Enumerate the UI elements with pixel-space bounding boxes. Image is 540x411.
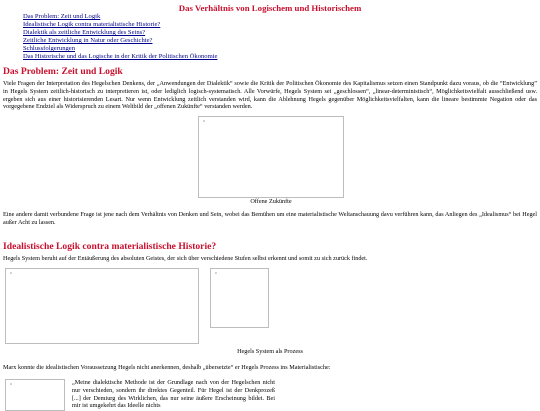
broken-image-icon: ▫	[9, 382, 13, 388]
paragraph: Viele Fragen der Interpretation des Hegelschen Denkens, der „Anwendungen der Dialektik“ sowie die Kritik der Politischen Ökonomie des Kapitalismus setzen einen Standpunkt dazu voraus, ob die “Entwicklung” in Hegels System zeitlich-historisch zu interpretieren ist, oder lediglich logisch-systematisch. Alle Vorwürfe, Hegels System sei „geschlossen“, „linear-deterministisch“, Möglichkeitsvielfalt ausschließend usw. ergeben sich aus einer historisierenden Lesart. Nur wenn Entwicklung zeitlich verstanden wird, kann die Ablehnung Hegels gegenüber Möglichkeitsvielfalten, kann die lineare bestimmte Negation oder das vorgegebene Endziel als Widerspruch zu einem Weltbild der „offenen Zukünfte“ verstanden werden.	[3, 80, 537, 111]
figure-caption: Offene Zukünfte	[250, 198, 292, 205]
toc-link-zeit-und-logik[interactable]: Das Problem: Zeit und Logik	[23, 13, 101, 20]
figure-image-hegels-system-left	[5, 268, 199, 344]
toc-link-natur-oder-geschichte[interactable]: Zeitliche Entwicklung in Natur oder Geschichte?	[23, 37, 153, 45]
broken-image-icon: ▫	[214, 271, 218, 277]
toc-link-dialektik[interactable]: Dialektik als zeitliche Entwicklung des Seins?	[23, 29, 146, 37]
section-heading-idealistische-logik: Idealistische Logik contra materialistische Historie?	[3, 241, 217, 252]
paragraph: Hegels System beruht auf der Entäußerung des absoluten Geistes, der sich über verschiedene Stufen selbst erkennt und somit zu sich zurück findet.	[3, 255, 368, 262]
broken-image-icon: ▫	[202, 119, 206, 125]
table-of-contents	[23, 13, 217, 62]
section-heading-zeit-und-logik: Das Problem: Zeit und Logik	[3, 66, 123, 77]
figure-image-hegels-system-right	[210, 268, 269, 328]
page-title: Das Verhältnis von Logischem und Historischem	[178, 3, 362, 13]
toc-link-schlussfolgerungen[interactable]: Schlussfolgerungen	[23, 45, 76, 53]
toc-link-kritik-politische-oekonomie[interactable]: Das Historische und das Logische in der Kritik der Politischen Ökonomie	[23, 53, 218, 61]
quotation: „Meine dialektische Methode ist der Grundlage nach von der Hegelschen nicht nur verschieden, sondern ihr direktes Gegenteil. Für Hegel ist der Denkprozeß [...] der Demiurg des Wirklichen, das nur seine äußere Erscheinung bildet. Bei mir ist umgekehrt das Ideelle nichts	[72, 379, 275, 410]
paragraph: Eine andere damit verbundene Frage ist jene nach dem Verhältnis von Denken und Sein, wobei das Bemühen um eine materialistische Weltanschauung davu verführen kann, das Anliegen des „Idealismus“ bei Hegel außer Acht zu lassen.	[3, 211, 537, 226]
figure-image-quote	[5, 379, 65, 411]
broken-image-icon: ▫	[9, 271, 13, 277]
paragraph: Marx konnte die idealistischen Voraussetzung Hegels nicht anerkennen, deshalb „übersetzte“ er Hegels Prozess ins Materialistische:	[3, 364, 331, 371]
figure-caption: Hegels System als Prozess	[237, 348, 303, 355]
figure-image-offene-zukuenfte	[198, 116, 344, 198]
toc-link-idealistische-logik[interactable]: Idealistische Logik contra materialistische Historie?	[23, 21, 161, 29]
